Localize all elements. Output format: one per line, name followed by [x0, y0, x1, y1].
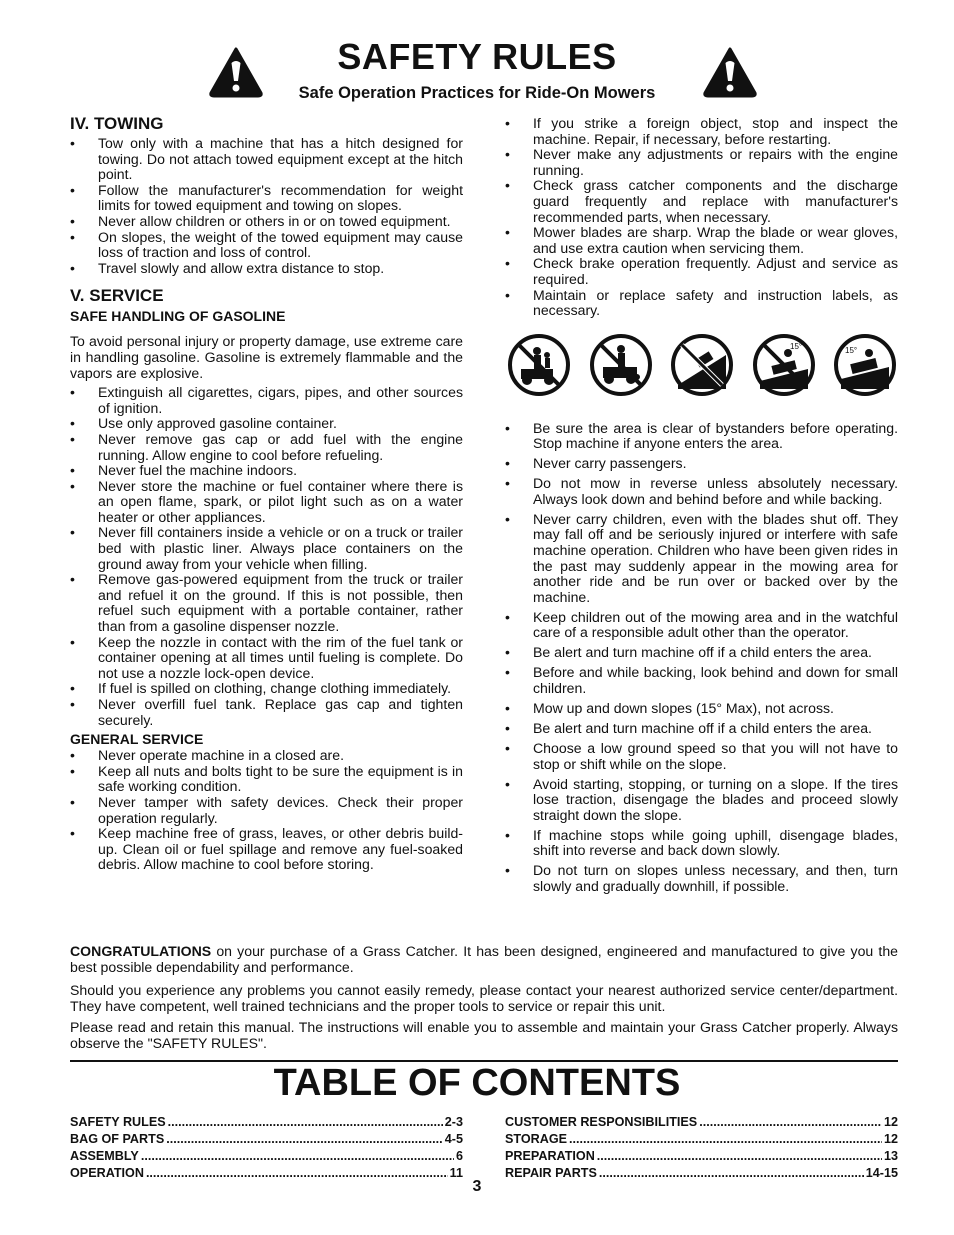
list-item: • Use only approved gasoline container. [70, 416, 463, 432]
toc-entry-page: 13 [883, 1149, 898, 1163]
list-item: • Never tamper with safety devices. Check their proper operation regularly. [70, 795, 463, 826]
towing-list [70, 136, 463, 276]
list-item: • Extinguish all cigarettes, cigars, pipes, and other sources of ignition. [70, 385, 463, 416]
list-item: • Maintain or replace safety and instruction labels, as necessary. [505, 288, 898, 319]
gasoline-intro: To avoid personal injury or property damage, use extreme care in handling gasoline. Gasoline is extremely flammable and the vapors are explosive. [70, 333, 463, 381]
toc-entry-name: REPAIR PARTS [505, 1166, 597, 1180]
safety-pictograms [507, 333, 897, 397]
list-item: • Choose a low ground speed so that you will not have to stop or shift while on the slope. [505, 741, 898, 772]
list-item: • Be alert and turn machine off if a child enters the area. [505, 645, 898, 661]
congratulations-paragraph [70, 943, 898, 975]
list-item: • If you strike a foreign object, stop and inspect the machine. Repair, if necessary, before restarting. [505, 116, 898, 147]
toc-entry[interactable] [70, 1131, 463, 1148]
toc-entry[interactable] [505, 1131, 898, 1148]
list-item: • Before and while backing, look behind and down for small children. [505, 665, 898, 696]
toc-entry-name: SAFETY RULES [70, 1115, 166, 1129]
operation-safety-list [505, 421, 898, 895]
list-item: • Remove gas-powered equipment from the truck or trailer and refuel it on the ground. If this is not possible, then refuel such equipment with a portable container, rather than from a gasoline dispenser nozzle. [70, 572, 463, 634]
service-contact-paragraph: Should you experience any problems you cannot easily remedy, please contact your nearest authorized service center/department. They have competent, well trained technicians and the proper tools to service or repair this unit. [70, 982, 898, 1014]
toc-entry-name: PREPARATION [505, 1149, 595, 1163]
slope-angle-label: 15° [845, 345, 858, 355]
list-item: • Never allow children or others in or on towed equipment. [70, 214, 463, 230]
list-item: • Check grass catcher components and the discharge guard frequently and replace with manufacturer's recommended parts, when necessary. [505, 178, 898, 225]
list-item: • Do not mow in reverse unless absolutely necessary. Always look down and behind before and while backing. [505, 476, 898, 507]
toc-entry-name: OPERATION [70, 1166, 144, 1180]
toc-title: TABLE OF CONTENTS [273, 1062, 681, 1104]
no-passenger-icon [507, 333, 571, 397]
list-item: • Do not turn on slopes unless necessary, and then, turn slowly and gradually downhill, if possible. [505, 863, 898, 894]
towing-heading: IV. TOWING [70, 114, 164, 133]
list-item: • Keep all nuts and bolts tight to be sure the equipment is in safe working condition. [70, 764, 463, 795]
list-item: • Never store the machine or fuel container where there is an open flame, spark, or pilot light such as on a water heater or other appliances. [70, 479, 463, 526]
slope-angle-label: 15° [789, 341, 802, 351]
toc-entry[interactable] [505, 1148, 898, 1165]
toc-leader-dots [597, 1148, 882, 1165]
list-item: • Never overfill fuel tank. Replace gas cap and tighten securely. [70, 697, 463, 728]
toc-entry-page: 12 [883, 1132, 898, 1146]
toc-entry-page: 14-15 [865, 1166, 898, 1180]
toc-leader-dots [141, 1148, 454, 1165]
list-item: • Be sure the area is clear of bystanders before operating. Stop machine if anyone enters the area. [505, 421, 898, 452]
page-subtitle: Safe Operation Practices for Ride-On Mowers [298, 84, 656, 102]
list-item: • Follow the manufacturer's recommendation for weight limits for towed equipment and towing on slopes. [70, 183, 463, 214]
list-item: • Mow up and down slopes (15° Max), not across. [505, 701, 898, 717]
toc-entry-name: STORAGE [505, 1132, 568, 1146]
toc-left-column [70, 1114, 463, 1182]
general-service-list [70, 748, 463, 873]
list-item: • Keep machine free of grass, leaves, or other debris build-up. Clean oil or fuel spillage and remove any fuel-soaked debris. Allow machine to cool before storing. [70, 826, 463, 873]
general-service-heading: GENERAL SERVICE [70, 731, 204, 748]
list-item: • Avoid starting, stopping, or turning on a slope. If the tires lose traction, disengage the blades and proceed slowly straight down the slope. [505, 777, 898, 824]
max-15-degree-slope-icon [752, 333, 816, 397]
toc-entry-name: ASSEMBLY [70, 1149, 139, 1163]
list-item: • Be alert and turn machine off if a child enters the area. [505, 721, 898, 737]
toc-entry-page: 2-3 [444, 1115, 463, 1129]
page-number: 3 [472, 1178, 482, 1195]
list-item: • Tow only with a machine that has a hitch designed for towing. Do not attach towed equipment except at the hitch point. [70, 136, 463, 183]
no-children-riding-icon [589, 333, 653, 397]
toc-leader-dots [699, 1114, 882, 1131]
toc-entry[interactable] [505, 1114, 898, 1131]
right-column [505, 116, 898, 899]
slope-15-degree-icon [833, 333, 897, 397]
toc-right-column [505, 1114, 898, 1182]
list-item: • Never remove gas cap or add fuel with the engine running. Allow engine to cool before refueling. [70, 432, 463, 463]
retain-manual-paragraph: Please read and retain this manual. The instructions will enable you to assemble and maintain your Grass Catcher properly. Always observe the "SAFETY RULES". [70, 1019, 898, 1051]
toc-entry-name: CUSTOMER RESPONSIBILITIES [505, 1115, 698, 1129]
list-item: • Mower blades are sharp. Wrap the blade or wear gloves, and use extra caution when servicing them. [505, 225, 898, 256]
toc-leader-dots [569, 1131, 882, 1148]
list-item: • Never carry children, even with the blades shut off. They may fall off and be seriously injured or interfere with safe machine operation. Children who have been given rides in the past may suddenly appear in the mowing area for another ride and be run over or backed over by the machine. [505, 512, 898, 606]
congratulations-lead: CONGRATULATIONS [70, 943, 212, 959]
toc-entry-page: 6 [455, 1149, 463, 1163]
toc-entry-page: 12 [883, 1115, 898, 1129]
list-item: • Keep children out of the mowing area and in the watchful care of a responsible adult other than the operator. [505, 610, 898, 641]
list-item: • Never fill containers inside a vehicle or on a truck or trailer bed with plastic liner. Always place containers on the ground away from your vehicle when filling. [70, 525, 463, 572]
list-item: • Check brake operation frequently. Adjust and service as required. [505, 256, 898, 287]
toc-entry-page: 11 [449, 1166, 463, 1180]
list-item: • Travel slowly and allow extra distance to stop. [70, 261, 463, 277]
service-heading: V. SERVICE [70, 286, 164, 306]
list-item: • If machine stops while going uphill, disengage blades, shift into reverse and back down slowly. [505, 828, 898, 859]
congratulations-text: on your purchase of a Grass Catcher. It has been designed, engineered and manufactured to give you the best possible dependability and performance. [70, 943, 898, 975]
list-item: • Never carry passengers. [505, 456, 898, 472]
list-item: • Never fuel the machine indoors. [70, 463, 463, 479]
list-item: • Never operate machine in a closed are. [70, 748, 463, 764]
toc-leader-dots [168, 1114, 443, 1131]
toc-leader-dots [166, 1131, 443, 1148]
gasoline-list [70, 385, 463, 728]
toc-entry-page: 4-5 [444, 1132, 463, 1146]
list-item: • If fuel is spilled on clothing, change clothing immediately. [70, 681, 463, 697]
list-item: • On slopes, the weight of the towed equipment may cause loss of traction and loss of control. [70, 230, 463, 261]
toc-entry-name: BAG OF PARTS [70, 1132, 165, 1146]
list-item: • Never make any adjustments or repairs with the engine running. [505, 147, 898, 178]
service-list-continued [505, 116, 898, 319]
toc-entry[interactable] [70, 1148, 463, 1165]
page-title: SAFETY RULES [337, 36, 617, 77]
toc-entry[interactable] [70, 1114, 463, 1131]
gasoline-heading: SAFE HANDLING OF GASOLINE [70, 308, 286, 325]
no-steep-slope-icon [670, 333, 734, 397]
left-column [70, 114, 463, 873]
list-item: • Keep the nozzle in contact with the rim of the fuel tank or container opening at all times until fueling is complete. Do not use a nozzle lock-open device. [70, 635, 463, 682]
